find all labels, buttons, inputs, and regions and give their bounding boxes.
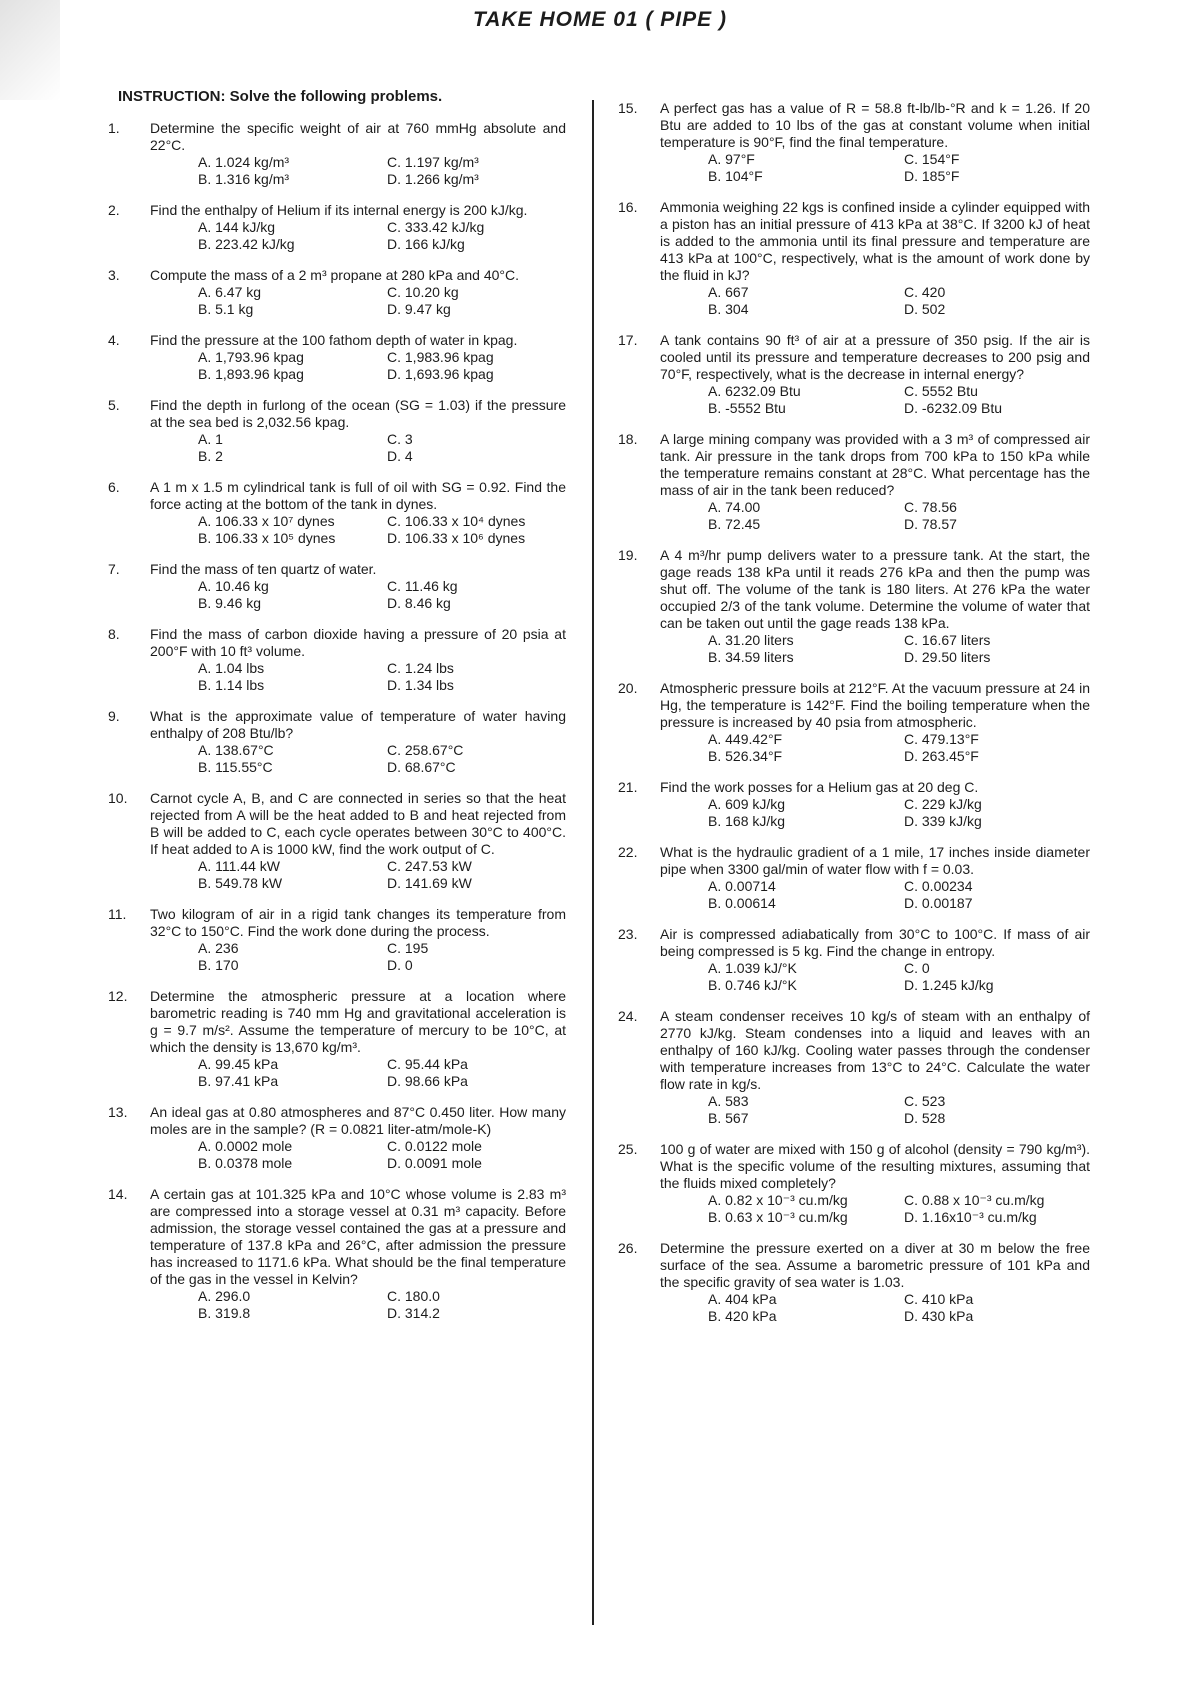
answer-option: D. 1.266 kg/m³	[387, 171, 479, 187]
answer-option: C. 0.00234	[904, 878, 973, 894]
answer-option: C. 1.197 kg/m³	[387, 154, 479, 170]
answer-option: B. 304	[708, 301, 749, 317]
question-number: 24.	[618, 1008, 638, 1024]
answer-option: D. 9.47 kg	[387, 301, 451, 317]
question-15	[618, 100, 1090, 185]
question-text: Find the enthalpy of Helium if its internal energy is 200 kJ/kg.	[150, 202, 528, 218]
question-text: Find the work posses for a Helium gas at 20 deg C.	[660, 779, 979, 795]
answer-option: A. 6232.09 Btu	[708, 383, 801, 399]
answer-option: B. 2	[198, 448, 223, 464]
question-text: A 4 m³/hr pump delivers water to a pressure tank. At the start, the gage reads 138 kPa until it reads 276 kPa and then the pump was shut off. The volume of the tank is 180 liters. At 276 kPa the water occupied 2/3 of the tank volume. Determine the volume of water that can be taken out until the gage reads 138 kPa.	[660, 547, 1090, 631]
answer-option: B. 0.63 x 10⁻³ cu.m/kg	[708, 1209, 848, 1225]
question-number: 1.	[108, 120, 120, 136]
answer-option: B. 223.42 kJ/kg	[198, 236, 295, 252]
question-number: 11.	[108, 906, 127, 922]
answer-option: A. 74.00	[708, 499, 761, 515]
answer-option: A. 99.45 kPa	[198, 1056, 279, 1072]
answer-options	[198, 742, 566, 776]
question-number: 22.	[618, 844, 638, 860]
question-1	[108, 120, 566, 188]
answer-option: D. 98.66 kPa	[387, 1073, 468, 1089]
answer-options	[198, 349, 566, 383]
answer-option: B. 0.0378 mole	[198, 1155, 293, 1171]
answer-option: D. 29.50 liters	[904, 649, 991, 665]
question-text: 100 g of water are mixed with 150 g of alcohol (density = 790 kg/m³). What is the specific volume of the resulting mixtures, assuming that the fluids mixed completely?	[660, 1141, 1090, 1191]
answer-option: D. 314.2	[387, 1305, 440, 1321]
question-11	[108, 906, 566, 974]
question-3	[108, 267, 566, 318]
answer-option: A. 138.67°C	[198, 742, 274, 758]
instruction-heading: INSTRUCTION: Solve the following problems.	[118, 88, 443, 105]
question-number: 8.	[108, 626, 120, 642]
answer-option: D. 1.245 kJ/kg	[904, 977, 994, 993]
answer-option: C. 0.88 x 10⁻³ cu.m/kg	[904, 1192, 1045, 1208]
question-text: Find the pressure at the 100 fathom depth of water in kpag.	[150, 332, 518, 348]
question-text: Carnot cycle A, B, and C are connected in series so that the heat rejected from A will be the heat added to B and heat rejected from B will be added to C, each cycle operates between 30°C to 400°C. If heat added to A is 1000 kW, find the work output of C.	[150, 790, 566, 857]
question-22	[618, 844, 1090, 912]
answer-option: B. 5.1 kg	[198, 301, 254, 317]
answer-option: C. 11.46 kg	[387, 578, 458, 594]
answer-option: A. 1	[198, 431, 223, 447]
answer-option: D. 78.57	[904, 516, 957, 532]
answer-options	[708, 632, 1090, 666]
question-text: A perfect gas has a value of R = 58.8 ft-lb/lb-°R and k = 1.26. If 20 Btu are added to 10 lbs of the gas at constant volume when initial temperature is 90°F, find the final temperature.	[660, 100, 1090, 150]
answer-option: B. 1,893.96 kpag	[198, 366, 304, 382]
answer-option: A. 667	[708, 284, 749, 300]
question-number: 3.	[108, 267, 120, 283]
question-25	[618, 1141, 1090, 1226]
question-text: An ideal gas at 0.80 atmospheres and 87°C 0.450 liter. How many moles are in the sample? (R = 0.0821 liter-atm/mole-K)	[150, 1104, 566, 1137]
question-text: A large mining company was provided with a 3 m³ of compressed air tank. Air pressure in the tank drops from 700 kPa to 150 kPa while the temperature remains constant at 28°C. What percentage has the mass of air in the tank been reduced?	[660, 431, 1090, 498]
answer-option: A. 1.04 lbs	[198, 660, 265, 676]
answer-option: C. 16.67 liters	[904, 632, 991, 648]
answer-option: D. 0	[387, 957, 413, 973]
answer-option: A. 6.47 kg	[198, 284, 262, 300]
answer-options	[708, 284, 1090, 318]
question-text: Ammonia weighing 22 kgs is confined inside a cylinder equipped with a piston has an initial pressure of 413 kPa at 38°C. If 3200 kJ of heat is added to the ammonia until its final pressure and temperature are 413 kPa at 100°C, respectively, what is the amount of work done by the fluid in kJ?	[660, 199, 1090, 283]
answer-option: C. 229 kJ/kg	[904, 796, 982, 812]
answer-option: A. 449.42°F	[708, 731, 783, 747]
answer-option: B. 1.316 kg/m³	[198, 171, 290, 187]
answer-option: D. 106.33 x 10⁶ dynes	[387, 530, 526, 546]
question-text: Determine the specific weight of air at 760 mmHg absolute and 22°C.	[150, 120, 566, 153]
answer-option: D. 4	[387, 448, 413, 464]
answer-option: C. 78.56	[904, 499, 957, 515]
answer-option: B. 104°F	[708, 168, 763, 184]
answer-options	[198, 154, 566, 188]
answer-option: A. 0.82 x 10⁻³ cu.m/kg	[708, 1192, 848, 1208]
answer-option: B. 72.45	[708, 516, 761, 532]
answer-option: D. 0.0091 mole	[387, 1155, 482, 1171]
answer-option: D. 68.67°C	[387, 759, 456, 775]
question-20	[618, 680, 1090, 765]
answer-option: D. 8.46 kg	[387, 595, 451, 611]
answer-option: C. 154°F	[904, 151, 960, 167]
answer-option: C. 95.44 kPa	[387, 1056, 468, 1072]
question-8	[108, 626, 566, 694]
question-text: Air is compressed adiabatically from 30°C to 100°C. If mass of air being compressed is 5 kg. Find the change in entropy.	[660, 926, 1090, 959]
answer-options	[198, 1138, 566, 1172]
answer-option: A. 296.0	[198, 1288, 251, 1304]
question-number: 6.	[108, 479, 120, 495]
answer-option: A. 0.0002 mole	[198, 1138, 293, 1154]
question-text: Atmospheric pressure boils at 212°F. At the vacuum pressure at 24 in Hg, the temperature is 142°F. Find the boiling temperature when the pressure is increased by 40 psia from atmospheric.	[660, 680, 1090, 730]
question-number: 21.	[618, 779, 638, 795]
answer-options	[198, 660, 566, 694]
question-10	[108, 790, 566, 892]
answer-option: A. 111.44 kW	[198, 858, 280, 874]
question-number: 23.	[618, 926, 638, 942]
answer-option: C. 1,983.96 kpag	[387, 349, 494, 365]
question-number: 25.	[618, 1141, 638, 1157]
question-text: Compute the mass of a 2 m³ propane at 280 kPa and 40°C.	[150, 267, 520, 283]
answer-option: B. 1.14 lbs	[198, 677, 265, 693]
question-number: 18.	[618, 431, 638, 447]
answer-option: C. 247.53 kW	[387, 858, 472, 874]
answer-option: D. 263.45°F	[904, 748, 979, 764]
question-24	[618, 1008, 1090, 1127]
answer-option: D. 1,693.96 kpag	[387, 366, 494, 382]
question-number: 10.	[108, 790, 128, 806]
answer-option: B. 420 kPa	[708, 1308, 777, 1324]
question-12	[108, 988, 566, 1090]
answer-option: B. -5552 Btu	[708, 400, 786, 416]
answer-option: B. 168 kJ/kg	[708, 813, 786, 829]
question-5	[108, 397, 566, 465]
answer-options	[708, 1291, 1090, 1325]
question-23	[618, 926, 1090, 994]
answer-option: B. 97.41 kPa	[198, 1073, 279, 1089]
question-text: What is the hydraulic gradient of a 1 mile, 17 inches inside diameter pipe when 3300 gal/min of water flow with f = 0.03.	[660, 844, 1090, 877]
answer-options	[198, 219, 566, 253]
answer-option: C. 1.24 lbs	[387, 660, 454, 676]
question-text: Determine the atmospheric pressure at a location where barometric reading is 740 mm Hg and gravitational acceleration is g = 9.7 m/s². Assume the temperature of mercury to be 10°C, at which the density is 13,670 kg/m³.	[150, 988, 566, 1055]
question-18	[618, 431, 1090, 533]
answer-options	[708, 731, 1090, 765]
question-number: 17.	[618, 332, 638, 348]
question-text: Find the mass of ten quartz of water.	[150, 561, 377, 577]
answer-option: C. 410 kPa	[904, 1291, 974, 1307]
answer-option: D. 1.16x10⁻³ cu.m/kg	[904, 1209, 1037, 1225]
answer-option: C. 333.42 kJ/kg	[387, 219, 485, 235]
question-text: Determine the pressure exerted on a diver at 30 m below the free surface of the sea. Assume a barometric pressure of 101 kPa and the specific gravity of sea water is 1.03.	[660, 1240, 1090, 1290]
question-number: 13.	[108, 1104, 128, 1120]
question-9	[108, 708, 566, 776]
answer-options	[708, 151, 1090, 185]
question-17	[618, 332, 1090, 417]
question-number: 5.	[108, 397, 120, 413]
answer-option: B. 106.33 x 10⁵ dynes	[198, 530, 336, 546]
answer-options	[198, 858, 566, 892]
question-text: A 1 m x 1.5 m cylindrical tank is full of oil with SG = 0.92. Find the force acting at the bottom of the tank in dynes.	[150, 479, 566, 512]
question-7	[108, 561, 566, 612]
answer-options	[708, 383, 1090, 417]
answer-options	[708, 1192, 1090, 1226]
answer-option: B. 170	[198, 957, 239, 973]
question-number: 26.	[618, 1240, 638, 1256]
answer-options	[198, 1288, 566, 1322]
question-number: 7.	[108, 561, 120, 577]
answer-option: A. 236	[198, 940, 239, 956]
answer-option: D. 141.69 kW	[387, 875, 472, 891]
question-text: What is the approximate value of temperature of water having enthalpy of 208 Btu/lb?	[150, 708, 566, 741]
answer-option: D. -6232.09 Btu	[904, 400, 1003, 416]
answer-options	[198, 578, 566, 612]
answer-option: B. 0.00614	[708, 895, 776, 911]
answer-option: B. 115.55°C	[198, 759, 273, 775]
question-6	[108, 479, 566, 547]
answer-option: A. 10.46 kg	[198, 578, 269, 594]
question-19	[618, 547, 1090, 666]
answer-option: A. 144 kJ/kg	[198, 219, 276, 235]
answer-option: D. 0.00187	[904, 895, 973, 911]
question-14	[108, 1186, 566, 1322]
answer-option: B. 0.746 kJ/°K	[708, 977, 797, 993]
question-number: 14.	[108, 1186, 128, 1202]
answer-option: D. 528	[904, 1110, 946, 1126]
answer-option: D. 502	[904, 301, 946, 317]
answer-option: A. 1,793.96 kpag	[198, 349, 304, 365]
question-26	[618, 1240, 1090, 1325]
answer-option: A. 97°F	[708, 151, 755, 167]
question-number: 12.	[108, 988, 128, 1004]
answer-option: A. 106.33 x 10⁷ dynes	[198, 513, 335, 529]
answer-options	[198, 284, 566, 318]
column-divider	[592, 100, 594, 1625]
answer-option: A. 1.024 kg/m³	[198, 154, 290, 170]
answer-option: C. 420	[904, 284, 946, 300]
answer-option: A. 609 kJ/kg	[708, 796, 786, 812]
question-text: A steam condenser receives 10 kg/s of steam with an enthalpy of 2770 kJ/kg. Steam condenses into a liquid and leaves with an enthalpy of 160 kJ/kg. Cooling water passes through the condenser with temperature increases from 13°C to 24°C. Calculate the water flow rate in kg/s.	[660, 1008, 1090, 1092]
answer-option: C. 258.67°C	[387, 742, 464, 758]
answer-option: C. 195	[387, 940, 429, 956]
answer-option: B. 319.8	[198, 1305, 251, 1321]
question-number: 2.	[108, 202, 120, 218]
question-text: A tank contains 90 ft³ of air at a pressure of 350 psig. If the air is cooled until its pressure and temperature decreases to 200 psig and 70°F, respectively, what is the decrease in internal energy?	[660, 332, 1090, 382]
answer-option: B. 526.34°F	[708, 748, 783, 764]
answer-options	[708, 878, 1090, 912]
answer-options	[708, 499, 1090, 533]
page-title: TAKE HOME 01 ( PIPE )	[473, 8, 727, 31]
answer-option: C. 180.0	[387, 1288, 440, 1304]
answer-option: B. 567	[708, 1110, 749, 1126]
answer-option: B. 549.78 kW	[198, 875, 283, 891]
answer-option: A. 0.00714	[708, 878, 776, 894]
answer-option: C. 5552 Btu	[904, 383, 978, 399]
answer-options	[708, 796, 1090, 830]
answer-option: A. 1.039 kJ/°K	[708, 960, 797, 976]
right-column	[618, 100, 1090, 1339]
question-text: Find the mass of carbon dioxide having a pressure of 20 psia at 200°F with 10 ft³ volume.	[150, 626, 566, 659]
question-number: 16.	[618, 199, 638, 215]
left-column	[108, 120, 566, 1336]
answer-option: C. 0.0122 mole	[387, 1138, 482, 1154]
answer-options	[198, 431, 566, 465]
answer-options	[708, 960, 1090, 994]
question-4	[108, 332, 566, 383]
answer-options	[198, 1056, 566, 1090]
question-text: Find the depth in furlong of the ocean (SG = 1.03) if the pressure at the sea bed is 2,032.56 kpag.	[150, 397, 566, 430]
answer-option: B. 34.59 liters	[708, 649, 794, 665]
answer-option: A. 404 kPa	[708, 1291, 777, 1307]
answer-option: C. 3	[387, 431, 413, 447]
answer-option: D. 185°F	[904, 168, 960, 184]
answer-option: C. 479.13°F	[904, 731, 979, 747]
answer-options	[198, 940, 566, 974]
question-number: 9.	[108, 708, 120, 724]
answer-option: B. 9.46 kg	[198, 595, 262, 611]
answer-option: A. 31.20 liters	[708, 632, 794, 648]
question-number: 15.	[618, 100, 638, 116]
answer-option: D. 430 kPa	[904, 1308, 974, 1324]
question-21	[618, 779, 1090, 830]
answer-option: A. 583	[708, 1093, 749, 1109]
answer-options	[198, 513, 566, 547]
answer-option: D. 1.34 lbs	[387, 677, 454, 693]
question-2	[108, 202, 566, 253]
question-16	[618, 199, 1090, 318]
answer-option: C. 523	[904, 1093, 946, 1109]
answer-option: D. 166 kJ/kg	[387, 236, 465, 252]
question-text: Two kilogram of air in a rigid tank changes its temperature from 32°C to 150°C. Find the work done during the process.	[150, 906, 566, 939]
question-number: 20.	[618, 680, 638, 696]
answer-option: C. 0	[904, 960, 930, 976]
question-number: 19.	[618, 547, 638, 563]
answer-option: D. 339 kJ/kg	[904, 813, 982, 829]
question-13	[108, 1104, 566, 1172]
question-text: A certain gas at 101.325 kPa and 10°C whose volume is 2.83 m³ are compressed into a storage vessel at 0.31 m³ capacity. Before admission, the storage vessel contained the gas at a pressure and temperature of 137.8 kPa and 26°C, after admission the pressure has increased to 1171.6 kPa. What should be the final temperature of the gas in the vessel in Kelvin?	[150, 1186, 566, 1287]
question-number: 4.	[108, 332, 120, 348]
answer-option: C. 10.20 kg	[387, 284, 459, 300]
answer-option: C. 106.33 x 10⁴ dynes	[387, 513, 526, 529]
answer-options	[708, 1093, 1090, 1127]
